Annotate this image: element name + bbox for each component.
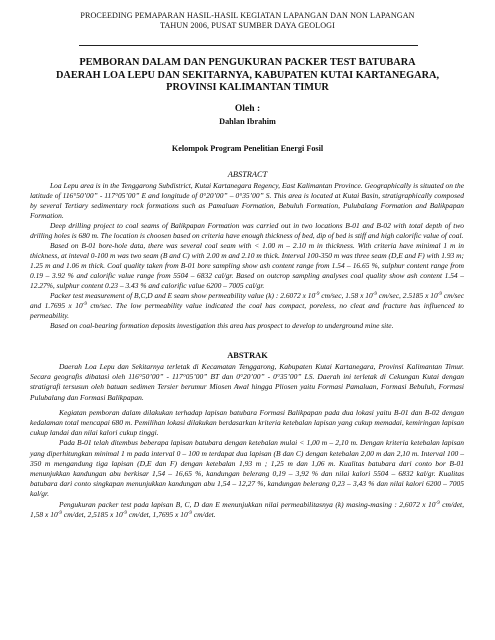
- affiliation: Kelompok Program Penelitian Energi Fosil: [171, 144, 324, 153]
- abstract-paragraph-4: [30, 291, 464, 321]
- abstrak-body: [30, 362, 464, 520]
- abstract-paragraph-5: Based on coal-bearing formation deposits investigation this area has prospect to develop to underground mine site.: [50, 321, 394, 330]
- abstrak-p4-text-c: cm/det, 2,5185 x 10: [61, 509, 123, 519]
- header-rule: [79, 45, 418, 46]
- abstract-paragraph-3: Based on B-01 bore-hole data, there was several coal seam with < 1.00 m – 2.10 m in thickness. With criteria have minimal 1 m in thickness, at inteval 0-100 m was two seam (B and C) with 2.00 m and 2.10 m thick. Interval 100-350 m was three seam (D,E and F) with 1.93 m; 1.25 m and 1.06 m thick. Coal quality taken from B-01 bore sampling show ash content range from 1.54 – 16.65 %, sulphur content range from 0.19 – 3.92 % and calorific value range from 5504 – 6832 cal/gr. Based on outcrop sampling analyses coal quality show ash content 1.54 – 12.27%, sulphur content 0.23 – 3.43 % and calorific value 6200 – 7005 cal/gr.: [30, 241, 464, 290]
- abstract-p4-text-e: cm/sec. The low permeability value indicated the coal has compact, poreless, no cleat and fracture has influenced to permeability.: [30, 301, 464, 320]
- running-header: [0, 11, 495, 32]
- abstract-p4-text-d: cm/sec and 1.7695 x 10: [30, 291, 465, 310]
- abstract-body: [30, 181, 464, 331]
- exponent: -9: [187, 510, 192, 516]
- exponent: -9: [57, 510, 62, 516]
- abstrak-p4-text-b: cm/det, 1,58 x 10: [30, 499, 464, 519]
- exponent: -9: [372, 292, 377, 297]
- exponent: -9: [437, 292, 442, 297]
- exponent: -9: [122, 510, 127, 516]
- abstract-paragraph-2: Deep drilling project to coal seams of Balikpapan Formation was carried out in two locations B-01 and B-02 with total depth of two drilling holes is 680 m. The location is choosen based on criteria have enough thickness of bed, dip of bed is stiff and high calorific value of coal.: [30, 221, 464, 240]
- header-line-2: TAHUN 2006, PUSAT SUMBER DAYA GEOLOGI: [160, 21, 335, 31]
- abstrak-paragraph-2: Kegiatan pemboran dalam dilakukan terhadap lapisan batubara Formasi Balikpapan pada dua lokasi yaitu B-01 dan B-02 dengan kedalaman total mencapai 680 m. Pemilihan lokasi dilakukan berdasarkan kriteria ketebalan lapisan yang cukup memadai, kemiringan lapisan cukup landai dan nilai kalori cukup tinggi.: [30, 407, 464, 438]
- abstract-p4-text-b: cm/sec, 1.58 x 10: [321, 291, 373, 300]
- abstrak-heading: ABSTRAK: [227, 351, 268, 360]
- title-line-3: PROVINSI KALIMANTAN TIMUR: [166, 82, 329, 94]
- title-line-2: DAERAH LOA LEPU DAN SEKITARNYA, KABUPATEN KUTAI KARTANEGARA,: [55, 69, 440, 81]
- author-name: Dahlan Ibrahim: [219, 117, 276, 126]
- abstract-p4-text-a: Packer test measurement of B,C,D and E seam show permeability value (k) : 2.6072 x 10: [50, 291, 316, 300]
- abstract-paragraph-1: Loa Lepu area is in the Tenggarong Subdistrict, Kutai Kartanegara Regency, East Kalimantan Province. Geographically is situated on the latitude of 116°50’00” - 117°05’00” E and longitude of 0°20’00” – 0°35’00” S. This area is located at Kutai Basin, stratigraphically composed by several Tertiary sedimentary rock formations such as Pamaluan Formation, Bebuluh Formation, Pulubalang Formation and Balikpapan Formation.: [30, 181, 464, 220]
- paper-title: [40, 57, 455, 95]
- abstrak-paragraph-3: Pada B-01 telah ditembus beberapa lapisan batubara dengan ketebalan mulai < 1,00 m – 2,10 m. Dengan kriteria ketebalan lapisan yang diperhitungkan minimal 1 m pada interval 0 – 100 m terdapat dua lapisan (B dan C) dengan ketebalan 2,00 m dan 2,10 m. Interval 100 – 350 m mengandung tiga lapisan (D,E dan F) dengan ketebalan 1,93 m ; 1,25 m dan 1,06 m. Kualitas batubara dari conto bor B-01 menunjukkan kandungan abu berkisar 1,54 – 16,65 %, kandungan belerang 0,19 – 3,92 % dan nilai kalori 5504 – 6832 kal/gr. Kualitas batubara dari conto singkapan menunjukkan kandungan abu 1,54 – 12,27 %, kandungan belerang 0,23 – 3,43 % dan nilai kalori 6200 – 7005 kal/gr.: [30, 438, 464, 499]
- abstrak-paragraph-4: [30, 500, 464, 520]
- abstrak-p4-text-e: cm/det.: [191, 509, 216, 519]
- byline-label: Oleh :: [234, 103, 261, 114]
- abstrak-p4-text-a: Pengukuran packer test pada lapisan B, C, D dan E menunjukkan nilai permeabilitasnya (k) masing-masing : 2,6072 x 10: [59, 499, 436, 509]
- abstrak-paragraph-1: Daerah Loa Lepu dan Sekitarnya terletak di Kecamatan Tenggarong, Kabupaten Kutai Kartanegara, Provinsi Kalimantan Timur. Secara geografis dibatasi oleh 116°50’00” - 117°05’00” BT dan 0°20’00” - 0°35’00” LS. Daerah ini terletak di Cekungan Kutai dengan stratigrafi tersusun oleh batuan sedimen Tersier berumur Miosen Awal hingga Pliosen yaitu Formasi Pamaluan, Formasi Bebuluh, Formasi Pulubalang dan Formasi Balikpapan.: [30, 362, 464, 402]
- exponent: -9: [82, 302, 87, 307]
- abstract-heading: ABSTRACT: [227, 170, 268, 179]
- exponent: -9: [315, 292, 320, 297]
- exponent: -9: [435, 500, 440, 506]
- abstrak-p4-text-d: cm/det, 1,7695 x 10: [126, 509, 188, 519]
- abstract-p4-text-c: cm/sec, 2.5185 x 10: [376, 291, 438, 300]
- header-line-1: PROCEEDING PEMAPARAN HASIL-HASIL KEGIATAN LAPANGAN DAN NON LAPANGAN: [80, 11, 415, 20]
- title-line-1: PEMBORAN DALAM DAN PENGUKURAN PACKER TEST BATUBARA: [79, 57, 416, 68]
